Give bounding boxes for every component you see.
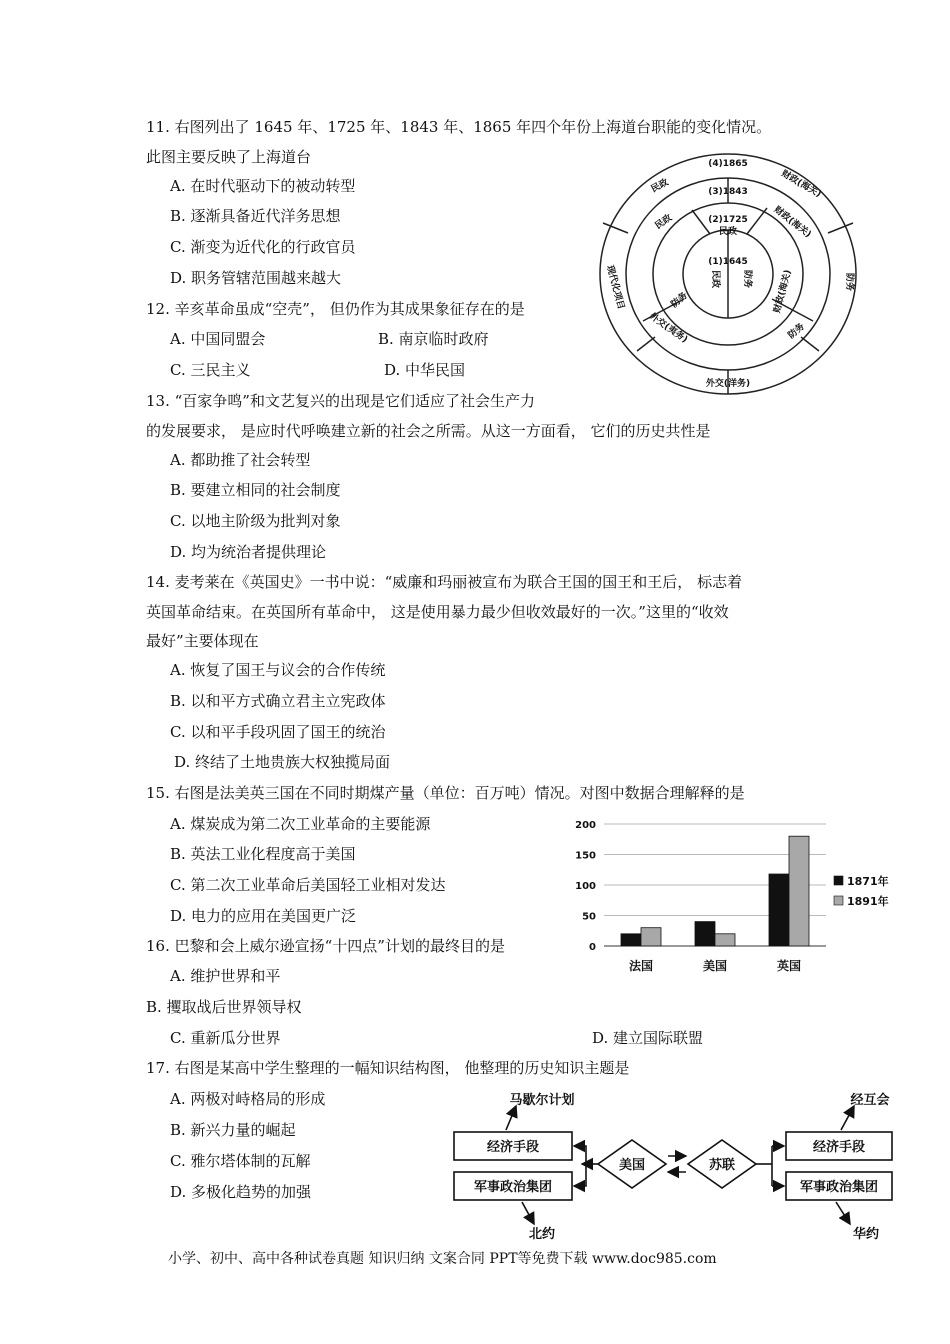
x-category-label: 法国 bbox=[628, 959, 654, 973]
year-1725-label: (2)1725 bbox=[708, 215, 748, 225]
q12-option-a: A. 中国同盟会 bbox=[170, 330, 266, 348]
q11-option-d: D. 职务管辖范围越来越大 bbox=[170, 269, 342, 287]
fangwu-1725-label: 防务 bbox=[669, 290, 690, 311]
q15-option-a: A. 煤炭成为第二次工业革命的主要能源 bbox=[170, 815, 431, 833]
y-tick-label: 100 bbox=[575, 881, 596, 892]
x-category-label: 英国 bbox=[776, 959, 802, 973]
minzheng-1645-label: 民政 bbox=[710, 269, 720, 289]
comecon-label: 经互会 bbox=[850, 1093, 890, 1108]
y-tick-label: 0 bbox=[589, 942, 596, 953]
econ-left-label: 经济手段 bbox=[486, 1140, 540, 1155]
q16-option-a: A. 维护世界和平 bbox=[170, 967, 281, 985]
bar-0-0 bbox=[621, 934, 641, 946]
bar-1-0 bbox=[695, 922, 715, 946]
q11-option-b: B. 逐渐具备近代洋务思想 bbox=[170, 207, 341, 225]
q17-option-c: C. 雅尔塔体制的瓦解 bbox=[170, 1152, 311, 1170]
q11-stem-line2: 此图主要反映了上海道台 bbox=[146, 148, 312, 166]
q14-option-a: A. 恢复了国王与议会的合作传统 bbox=[170, 661, 386, 679]
bar-1-1 bbox=[715, 934, 735, 946]
legend-swatch bbox=[834, 876, 843, 885]
q15-option-d: D. 电力的应用在美国更广泛 bbox=[170, 907, 357, 925]
q11-option-a: A. 在时代驱动下的被动转型 bbox=[170, 177, 356, 195]
waijiao-1843-label: 外交(夷务) bbox=[647, 311, 690, 346]
legend-label: 1891年 bbox=[847, 895, 889, 908]
warsaw-pact-label: 华约 bbox=[852, 1227, 880, 1242]
y-tick-label: 200 bbox=[575, 820, 596, 831]
q15-option-b: B. 英法工业化程度高于美国 bbox=[170, 845, 356, 863]
minzheng-1843-label: 民政 bbox=[653, 213, 675, 232]
q13-option-a: A. 都助推了社会转型 bbox=[170, 451, 311, 469]
daotai-function-diagram bbox=[595, 150, 861, 398]
legend-label: 1871年 bbox=[847, 875, 889, 888]
fangwu-1843-label: 防务 bbox=[786, 321, 807, 342]
cold-war-structure-diagram bbox=[446, 1086, 896, 1244]
caizheng-1843-label: 财政(海关) bbox=[771, 204, 813, 240]
q17-option-b: B. 新兴力量的崛起 bbox=[170, 1121, 296, 1139]
y-tick-label: 150 bbox=[575, 850, 596, 862]
year-1645-label: (1)1645 bbox=[708, 257, 748, 267]
fangwu-1645-label: 防务 bbox=[742, 269, 752, 289]
minzheng-1725-label: 民政 bbox=[718, 227, 738, 237]
fangwu-right-label: 防务 bbox=[844, 272, 854, 292]
ussr-label: 苏联 bbox=[708, 1158, 736, 1173]
q16-stem: 16. 巴黎和会上威尔逊宣扬“十四点”计划的最终目的是 bbox=[146, 937, 505, 955]
q13-option-b: B. 要建立相同的社会制度 bbox=[170, 481, 341, 499]
bar-2-1 bbox=[789, 836, 809, 946]
caizheng-outer-label: 财政(海关) bbox=[779, 168, 823, 200]
mil-right-label: 军事政治集团 bbox=[799, 1180, 879, 1195]
nato-label: 北约 bbox=[528, 1227, 556, 1242]
q17-stem: 17. 右图是某高中学生整理的一幅知识结构图， 他整理的历史知识主题是 bbox=[146, 1059, 630, 1077]
q14-option-c: C. 以和平手段巩固了国王的统治 bbox=[170, 723, 386, 741]
q16-option-c: C. 重新瓜分世界 bbox=[170, 1029, 281, 1047]
q14-stem-line2: 英国革命结束。在英国所有革命中， 这是使用暴力最少但收效最好的一次。”这里的“收效 bbox=[146, 603, 729, 621]
minzheng-outer-label: 民政 bbox=[649, 177, 671, 195]
page-footer: 小学、初中、高中各种试卷真题 知识归纳 文案合同 PPT等免费下载 www.doc985.com bbox=[168, 1251, 717, 1267]
modernization-projects-label: 现代化项目 bbox=[604, 264, 626, 311]
y-tick-label: 50 bbox=[582, 911, 596, 923]
q13-option-d: D. 均为统治者提供理论 bbox=[170, 543, 327, 561]
q14-option-d: D. 终结了土地贵族大权独揽局面 bbox=[174, 753, 391, 771]
year-1865-label: (4)1865 bbox=[708, 159, 748, 169]
q12-option-b: B. 南京临时政府 bbox=[378, 330, 489, 348]
marshall-plan-label: 马歇尔计划 bbox=[509, 1093, 575, 1108]
x-category-label: 美国 bbox=[702, 959, 728, 973]
q14-option-b: B. 以和平方式确立君主立宪政体 bbox=[170, 692, 386, 710]
q11-option-c: C. 渐变为近代化的行政官员 bbox=[170, 238, 356, 256]
year-1843-label: (3)1843 bbox=[708, 187, 748, 197]
econ-right-label: 经济手段 bbox=[812, 1140, 866, 1155]
q14-stem-line3: 最好”主要体现在 bbox=[146, 632, 259, 650]
legend-swatch bbox=[834, 896, 843, 905]
q14-stem-line1: 14. 麦考莱在《英国史》一书中说：“威廉和玛丽被宣布为联合王国的国王和王后， 标志着 bbox=[146, 573, 743, 591]
q13-option-c: C. 以地主阶级为批判对象 bbox=[170, 512, 341, 530]
q15-option-c: C. 第二次工业革命后美国轻工业相对发达 bbox=[170, 876, 446, 894]
q16-option-b: B. 攫取战后世界领导权 bbox=[146, 998, 302, 1016]
q13-stem-line1: 13. “百家争鸣”和文艺复兴的出现是它们适应了社会生产力 bbox=[146, 392, 535, 410]
q17-option-a: A. 两极对峙格局的形成 bbox=[170, 1090, 326, 1108]
q17-option-d: D. 多极化趋势的加强 bbox=[170, 1183, 312, 1201]
waijiao-1865-label: 外交(洋务) bbox=[705, 379, 751, 389]
bar-2-0 bbox=[769, 874, 789, 946]
q12-option-d: D. 中华民国 bbox=[384, 361, 466, 379]
q13-stem-line2: 的发展要求， 是应时代呼唤建立新的社会之所需。从这一方面看， 它们的历史共性是 bbox=[146, 422, 711, 440]
q11-stem-line1: 11. 右图列出了 1645 年、1725 年、1843 年、1865 年四个年份上海道台职能的变化情况。 bbox=[146, 118, 772, 136]
coal-output-chart bbox=[560, 812, 900, 980]
q15-stem: 15. 右图是法美英三国在不同时期煤产量（单位：百万吨）情况。对图中数据合理解释的是 bbox=[146, 784, 745, 802]
q12-option-c: C. 三民主义 bbox=[170, 361, 251, 379]
mil-left-label: 军事政治集团 bbox=[473, 1180, 553, 1195]
usa-label: 美国 bbox=[618, 1158, 646, 1173]
q16-option-d: D. 建立国际联盟 bbox=[592, 1029, 704, 1047]
q12-stem: 12. 辛亥革命虽成“空壳”， 但仍作为其成果象征存在的是 bbox=[146, 300, 525, 318]
bar-0-1 bbox=[641, 928, 661, 946]
caizheng-1725-label: 财政(海关) bbox=[772, 268, 794, 315]
